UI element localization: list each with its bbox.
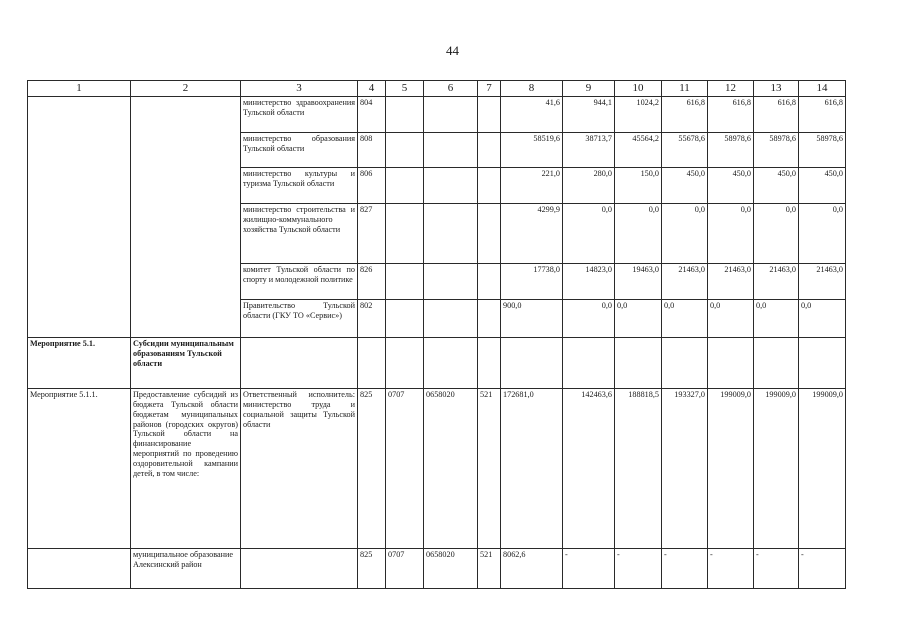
- cell-c13: 58978,6: [754, 133, 799, 168]
- cell-c12: -: [708, 549, 754, 589]
- cell-c12: 58978,6: [708, 133, 754, 168]
- col-header: 2: [131, 81, 241, 97]
- measure-row: [28, 338, 846, 389]
- empty-cell: [662, 338, 708, 389]
- empty-cell: [386, 338, 424, 389]
- cell-c10: -: [615, 549, 662, 589]
- col-header: 11: [662, 81, 708, 97]
- cell-c4: 802: [358, 300, 386, 338]
- empty-cell: [28, 97, 131, 338]
- cell-c8: 41,6: [501, 97, 563, 133]
- cell-executor: министерство культуры и туризма Тульской области: [241, 168, 358, 204]
- cell-c4: 808: [358, 133, 386, 168]
- col-header: 5: [386, 81, 424, 97]
- cell-executor: Правительство Тульской области (ГКУ ТО «Сервис»): [241, 300, 358, 338]
- cell-c6: [424, 204, 478, 264]
- cell-c11: 450,0: [662, 168, 708, 204]
- empty-cell: [615, 338, 662, 389]
- cell-c7: [478, 168, 501, 204]
- cell-c5: [386, 204, 424, 264]
- col-header: 3: [241, 81, 358, 97]
- cell-c5: [386, 168, 424, 204]
- cell-c14: 0,0: [799, 204, 846, 264]
- cell-c5: [386, 97, 424, 133]
- cell-c8: 4299,9: [501, 204, 563, 264]
- cell-c5: 0707: [386, 549, 424, 589]
- cell-executor: комитет Тульской области по спорту и молодежной политике: [241, 264, 358, 300]
- col-header: 1: [28, 81, 131, 97]
- cell-c4: 827: [358, 204, 386, 264]
- cell-c13: 616,8: [754, 97, 799, 133]
- activity-executor: Ответственный исполнитель: министерство труда и социальной защиты Тульской области: [241, 389, 358, 549]
- cell-c7: 521: [478, 549, 501, 589]
- empty-cell: [424, 338, 478, 389]
- cell-c11: 193327,0: [662, 389, 708, 549]
- cell-executor: [241, 549, 358, 589]
- empty-cell: [563, 338, 615, 389]
- cell-c11: 55678,6: [662, 133, 708, 168]
- cell-c12: 450,0: [708, 168, 754, 204]
- col-header: 13: [754, 81, 799, 97]
- budget-table: [27, 80, 846, 589]
- cell-c8: 900,0: [501, 300, 563, 338]
- col-header: 7: [478, 81, 501, 97]
- municipal-row: [28, 549, 846, 589]
- col-header: 6: [424, 81, 478, 97]
- cell-c5: [386, 264, 424, 300]
- cell-c10: 1024,2: [615, 97, 662, 133]
- empty-cell: [131, 97, 241, 338]
- activity-description: Предоставление субсидий из бюджета Тульской области бюджетам муниципальных районов (городских округов) Тульской области на финансирование мероприятий по проведению оздоровительной кампании детей, в том числе:: [131, 389, 241, 549]
- cell-c8: 17738,0: [501, 264, 563, 300]
- empty-cell: [754, 338, 799, 389]
- cell-c9: 280,0: [563, 168, 615, 204]
- cell-c6: [424, 168, 478, 204]
- cell-c8: 172681,0: [501, 389, 563, 549]
- measure-label: Мероприятие 5.1.: [28, 338, 131, 389]
- cell-c11: 616,8: [662, 97, 708, 133]
- cell-c10: 45564,2: [615, 133, 662, 168]
- cell-c10: 0,0: [615, 300, 662, 338]
- cell-c9: 142463,6: [563, 389, 615, 549]
- cell-c9: 38713,7: [563, 133, 615, 168]
- cell-c7: [478, 264, 501, 300]
- cell-c12: 616,8: [708, 97, 754, 133]
- cell-c8: 58519,6: [501, 133, 563, 168]
- cell-c5: [386, 300, 424, 338]
- measure-title: Субсидии муниципальным образованиям Тульской области: [131, 338, 241, 389]
- cell-c11: 21463,0: [662, 264, 708, 300]
- cell-c13: -: [754, 549, 799, 589]
- cell-c12: 21463,0: [708, 264, 754, 300]
- cell-c8: 8062,6: [501, 549, 563, 589]
- cell-c6: [424, 300, 478, 338]
- cell-c14: 450,0: [799, 168, 846, 204]
- col-header: 8: [501, 81, 563, 97]
- cell-c12: 0,0: [708, 300, 754, 338]
- empty-cell: [28, 549, 131, 589]
- empty-cell: [478, 338, 501, 389]
- cell-c14: 21463,0: [799, 264, 846, 300]
- table-row: [28, 97, 846, 133]
- cell-c11: 0,0: [662, 300, 708, 338]
- col-header: 10: [615, 81, 662, 97]
- cell-c7: [478, 97, 501, 133]
- header-row: [28, 81, 846, 97]
- page-number: 44: [446, 43, 459, 58]
- cell-c14: 616,8: [799, 97, 846, 133]
- empty-cell: [799, 338, 846, 389]
- cell-executor: министерство образования Тульской области: [241, 133, 358, 168]
- cell-c13: 21463,0: [754, 264, 799, 300]
- cell-c4: 825: [358, 389, 386, 549]
- empty-cell: [501, 338, 563, 389]
- cell-c13: 0,0: [754, 204, 799, 264]
- activity-row: [28, 389, 846, 549]
- empty-cell: [241, 338, 358, 389]
- cell-c13: 450,0: [754, 168, 799, 204]
- cell-c10: 150,0: [615, 168, 662, 204]
- cell-c9: 0,0: [563, 204, 615, 264]
- cell-c4: 825: [358, 549, 386, 589]
- cell-c14: 199009,0: [799, 389, 846, 549]
- cell-c14: 0,0: [799, 300, 846, 338]
- cell-c13: 0,0: [754, 300, 799, 338]
- cell-c7: [478, 300, 501, 338]
- cell-c11: 0,0: [662, 204, 708, 264]
- cell-c11: -: [662, 549, 708, 589]
- cell-c10: 0,0: [615, 204, 662, 264]
- cell-c14: 58978,6: [799, 133, 846, 168]
- cell-c7: 521: [478, 389, 501, 549]
- cell-c6: 0658020: [424, 549, 478, 589]
- cell-c4: 804: [358, 97, 386, 133]
- cell-c7: [478, 133, 501, 168]
- col-header: 12: [708, 81, 754, 97]
- cell-c6: [424, 97, 478, 133]
- municipal-name: муниципальное образование Алексинский район: [131, 549, 241, 589]
- cell-c6: [424, 133, 478, 168]
- cell-c13: 199009,0: [754, 389, 799, 549]
- cell-c9: 944,1: [563, 97, 615, 133]
- cell-c10: 19463,0: [615, 264, 662, 300]
- cell-c4: 826: [358, 264, 386, 300]
- col-header: 9: [563, 81, 615, 97]
- cell-c12: 199009,0: [708, 389, 754, 549]
- cell-c9: -: [563, 549, 615, 589]
- cell-executor: министерство строительства и жилищно-коммунального хозяйства Тульской области: [241, 204, 358, 264]
- cell-c5: 0707: [386, 389, 424, 549]
- col-header: 4: [358, 81, 386, 97]
- cell-c6: 0658020: [424, 389, 478, 549]
- cell-executor: министерство здравоохранения Тульской области: [241, 97, 358, 133]
- cell-c12: 0,0: [708, 204, 754, 264]
- cell-c9: 14823,0: [563, 264, 615, 300]
- cell-c9: 0,0: [563, 300, 615, 338]
- activity-label: Мероприятие 5.1.1.: [28, 389, 131, 549]
- cell-c7: [478, 204, 501, 264]
- cell-c10: 188818,5: [615, 389, 662, 549]
- cell-c6: [424, 264, 478, 300]
- cell-c14: -: [799, 549, 846, 589]
- empty-cell: [358, 338, 386, 389]
- cell-c5: [386, 133, 424, 168]
- cell-c4: 806: [358, 168, 386, 204]
- col-header: 14: [799, 81, 846, 97]
- cell-c8: 221,0: [501, 168, 563, 204]
- empty-cell: [708, 338, 754, 389]
